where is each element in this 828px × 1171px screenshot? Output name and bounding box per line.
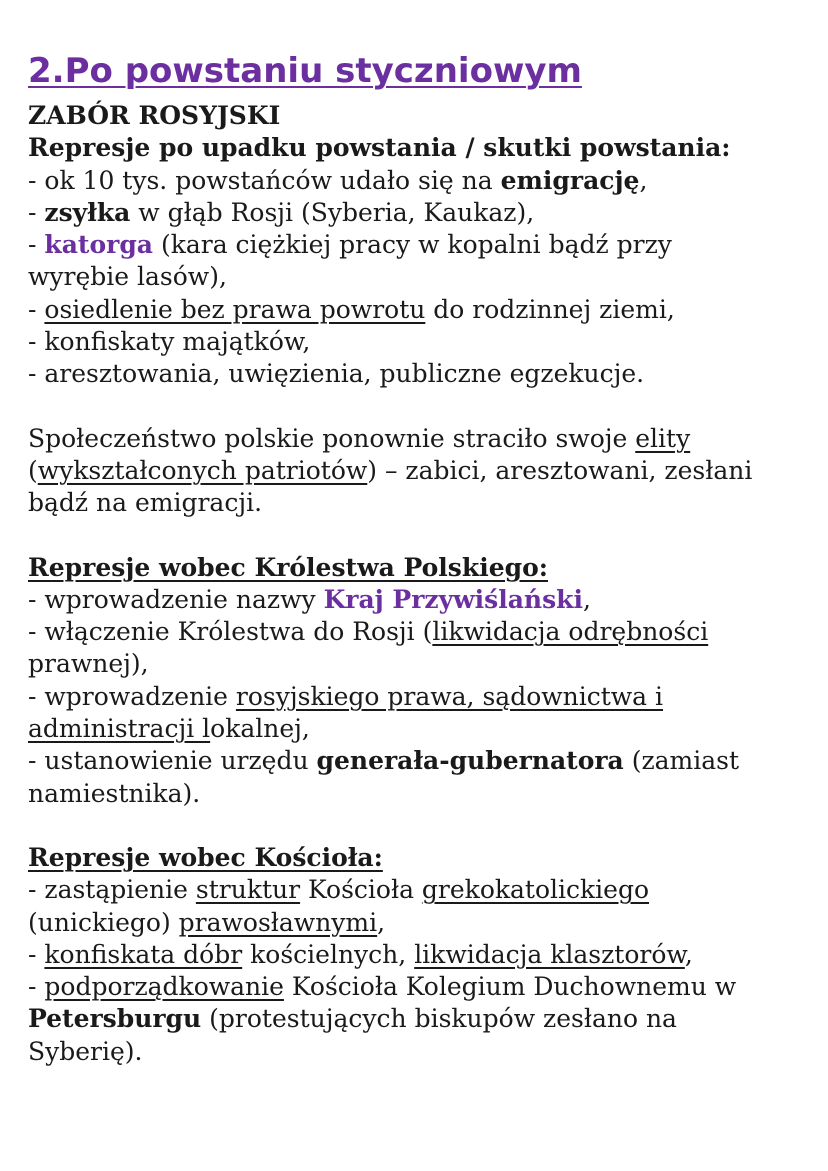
subtitle: ZABÓR ROSYJSKI <box>28 101 281 130</box>
document-page <box>28 48 818 1068</box>
list-item-structures: - zastąpienie struktur Kościoła grekokatolickiego <box>28 875 650 905</box>
list-item-incorporation-cont: prawnej), <box>28 649 149 679</box>
society-paragraph-line3: bądź na emigracji. <box>28 488 263 518</box>
list-item-katorga-cont: wyrębie lasów), <box>28 262 227 292</box>
society-paragraph-line1: Społeczeństwo polskie ponownie straciło swoje elity <box>28 423 691 453</box>
list-item-katorga: - katorga (kara ciężkiej pracy w kopalni bądź przy <box>28 230 672 260</box>
list-item-incorporation: - włączenie Królestwa do Rosji (likwidacja odrębności <box>28 617 709 647</box>
section-heading-kingdom: Represje wobec Królestwa Polskiego: <box>28 552 548 582</box>
list-item-settlement: - osiedlenie bez prawa powrotu do rodzinnej ziemi, <box>28 294 675 324</box>
list-item-confiscation: - konfiskaty majątków, <box>28 327 311 357</box>
list-item-law: - wprowadzenie rosyjskiego prawa, sądownictwa i <box>28 681 664 711</box>
list-item-name: - wprowadzenie nazwy Kraj Przywiślański, <box>28 584 591 614</box>
list-item-emigration: - ok 10 tys. powstańców udało się na emigrację, <box>28 165 648 195</box>
spacer <box>28 520 818 552</box>
society-paragraph-line2: (wykształconych patriotów) – zabici, aresztowani, zesłani <box>28 455 753 485</box>
list-item-governor: - ustanowienie urzędu generała-gubernatora (zamiast <box>28 746 740 776</box>
list-item-structures-cont: (unickiego) prawosławnymi, <box>28 907 386 937</box>
list-item-arrests: - aresztowania, uwięzienia, publiczne egzekucje. <box>28 359 645 389</box>
spacer <box>28 391 818 423</box>
page-title: 2.Po powstaniu styczniowym <box>28 51 582 91</box>
list-item-subordination-cont2: Syberię). <box>28 1036 143 1066</box>
list-item-church-confiscation: - konfiskata dóbr kościelnych, likwidacja klasztorów, <box>28 939 693 969</box>
list-item-exile: - zsyłka w głąb Rosji (Syberia, Kaukaz), <box>28 197 535 227</box>
section-heading-church: Represje wobec Kościoła: <box>28 842 383 872</box>
list-item-subordination: - podporządkowanie Kościoła Kolegium Duchownemu w <box>28 972 737 1002</box>
list-item-governor-cont: namiestnika). <box>28 778 201 808</box>
section-heading-repressions: Represje po upadku powstania / skutki powstania: <box>28 133 731 163</box>
spacer <box>28 810 818 842</box>
list-item-subordination-cont: Petersburgu (protestujących biskupów zesłano na <box>28 1004 677 1034</box>
list-item-law-cont: administracji lokalnej, <box>28 714 310 744</box>
